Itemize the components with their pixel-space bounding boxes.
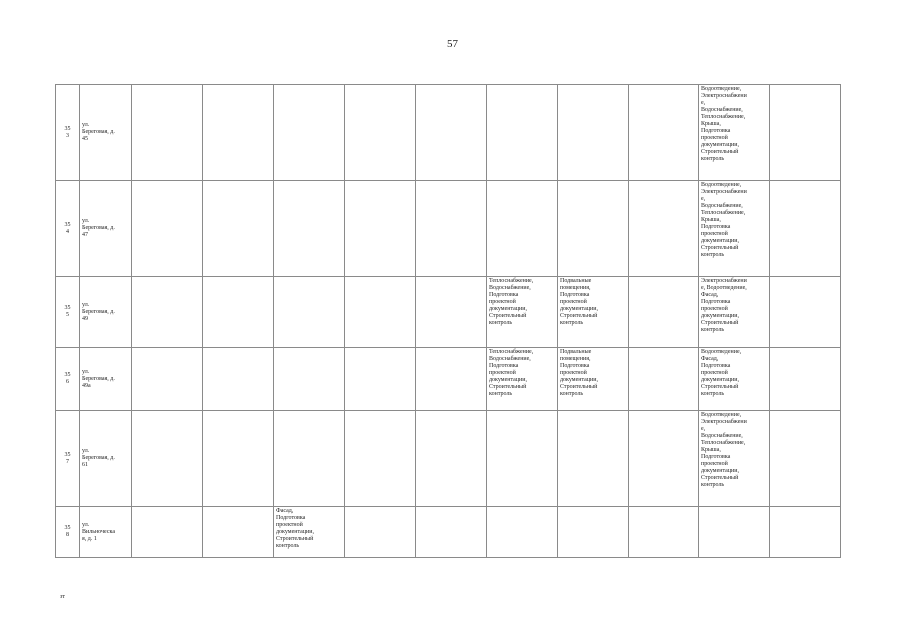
table-cell <box>132 85 203 181</box>
table-cell <box>132 348 203 411</box>
table-row <box>56 85 841 181</box>
table-cell <box>416 348 487 411</box>
table-cell <box>770 277 841 348</box>
table-cell <box>487 85 558 181</box>
table-row <box>56 411 841 507</box>
table-row <box>56 507 841 558</box>
table-cell <box>558 411 629 507</box>
table-cell <box>416 277 487 348</box>
works-cell: Электроснабжени е, Водоотведение, Фасад, Подготовка проектной документации, Строительный контроль <box>699 277 770 348</box>
table-cell <box>629 507 699 558</box>
page-number: 57 <box>447 38 458 50</box>
works-cell: Теплоснабжение, Водоснабжение, Подготовка проектной документации, Строительный контроль <box>487 348 558 411</box>
table-cell <box>274 85 345 181</box>
table-cell <box>629 181 699 277</box>
table-cell <box>629 85 699 181</box>
table-cell <box>132 507 203 558</box>
table-cell <box>487 507 558 558</box>
table-cell <box>345 507 416 558</box>
address-cell: ул. Вильноческа я, д. 1 <box>80 507 132 558</box>
address-cell: ул. Береговая, д. 47 <box>80 181 132 277</box>
table-row <box>56 181 841 277</box>
address-cell: ул. Береговая, д. 45 <box>80 85 132 181</box>
table-cell <box>558 507 629 558</box>
works-cell: Водоотведение, Электроснабжени е, Водоснабжение, Теплоснабжение, Крыша, Подготовка проектной документации, Строительный контроль <box>699 181 770 277</box>
table-row <box>56 348 841 411</box>
table-cell <box>416 85 487 181</box>
table-cell <box>416 411 487 507</box>
row-number: 35 3 <box>56 85 80 181</box>
works-cell: Подвальные помещения, Подготовка проектной документации, Строительный контроль <box>558 277 629 348</box>
table-cell <box>345 277 416 348</box>
table-cell <box>203 277 274 348</box>
works-cell: Фасад, Подготовка проектной документации, Строительный контроль <box>274 507 345 558</box>
works-cell: Водоотведение, Электроснабжени е, Водоснабжение, Теплоснабжение, Крыша, Подготовка проектной документации, Строительный контроль <box>699 411 770 507</box>
works-cell: Подвальные помещения, Подготовка проектной документации, Строительный контроль <box>558 348 629 411</box>
table-cell <box>770 85 841 181</box>
row-number: 35 7 <box>56 411 80 507</box>
table-cell <box>416 507 487 558</box>
address-cell: ул. Береговая, д. 49 <box>80 277 132 348</box>
data-table <box>55 84 841 558</box>
table-cell <box>770 181 841 277</box>
table-cell <box>203 85 274 181</box>
footer-mark: зт <box>60 594 65 600</box>
table-cell <box>203 348 274 411</box>
table-cell <box>770 348 841 411</box>
table-cell <box>274 411 345 507</box>
row-number: 35 5 <box>56 277 80 348</box>
table-cell <box>274 277 345 348</box>
table-cell <box>416 181 487 277</box>
table-cell <box>770 411 841 507</box>
table-cell <box>487 181 558 277</box>
table-cell <box>274 348 345 411</box>
table-cell <box>770 507 841 558</box>
address-cell: ул. Береговая, д. 61 <box>80 411 132 507</box>
table-cell <box>274 181 345 277</box>
table-cell <box>629 277 699 348</box>
table-cell <box>345 85 416 181</box>
table-cell <box>345 411 416 507</box>
table-cell <box>629 411 699 507</box>
table-cell <box>345 348 416 411</box>
table-cell <box>132 277 203 348</box>
works-cell: Водоотведение, Электроснабжени е, Водоснабжение, Теплоснабжение, Крыша, Подготовка проектной документации, Строительный контроль <box>699 85 770 181</box>
table-cell <box>345 181 416 277</box>
table-cell <box>203 411 274 507</box>
table-row <box>56 277 841 348</box>
row-number: 35 8 <box>56 507 80 558</box>
table-cell <box>132 411 203 507</box>
row-number: 35 6 <box>56 348 80 411</box>
table-cell <box>487 411 558 507</box>
table-cell <box>699 507 770 558</box>
row-number: 35 4 <box>56 181 80 277</box>
table-cell <box>629 348 699 411</box>
works-cell: Водоотведение, Фасад, Подготовка проектной документации, Строительный контроль <box>699 348 770 411</box>
table-cell <box>558 85 629 181</box>
table-cell <box>558 181 629 277</box>
table-cell <box>132 181 203 277</box>
works-cell: Теплоснабжение, Водоснабжение, Подготовка проектной документации, Строительный контроль <box>487 277 558 348</box>
table-cell <box>203 181 274 277</box>
address-cell: ул. Береговая, д. 49а <box>80 348 132 411</box>
table-cell <box>203 507 274 558</box>
